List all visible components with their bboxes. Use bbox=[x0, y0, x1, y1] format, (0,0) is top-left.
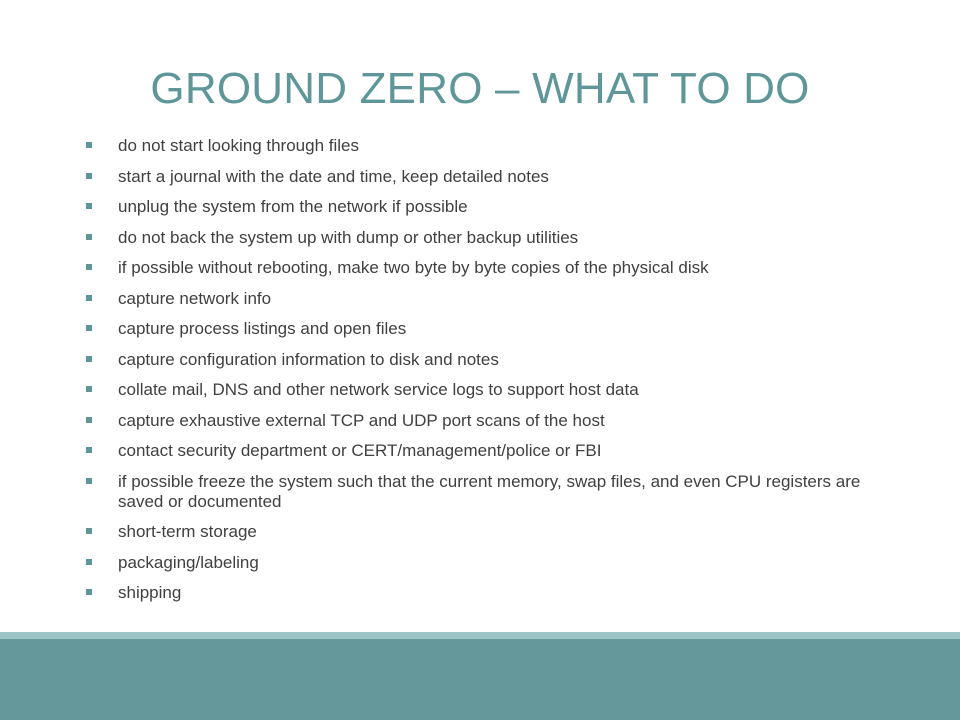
square-bullet-icon bbox=[86, 295, 92, 301]
square-bullet-icon bbox=[86, 325, 92, 331]
bullet-item bbox=[86, 472, 896, 512]
square-bullet-icon bbox=[86, 417, 92, 423]
bullet-item bbox=[86, 553, 896, 573]
square-bullet-icon bbox=[86, 447, 92, 453]
bullet-item bbox=[86, 258, 896, 278]
footer-band bbox=[0, 639, 960, 720]
square-bullet-icon bbox=[86, 386, 92, 392]
bullet-text: capture exhaustive external TCP and UDP port scans of the host bbox=[118, 410, 605, 430]
square-bullet-icon bbox=[86, 478, 92, 484]
bullet-item bbox=[86, 167, 896, 187]
bullet-text: do not start looking through files bbox=[118, 136, 359, 155]
bullet-text: do not back the system up with dump or other backup utilities bbox=[118, 227, 579, 247]
bullet-text: if possible without rebooting, make two byte by byte copies of the physical disk bbox=[118, 258, 709, 277]
square-bullet-icon bbox=[86, 234, 92, 240]
bullet-text: if possible freeze the system such that the current memory, swap files, and even CPU registers are saved or documented bbox=[118, 471, 861, 511]
bullet-list bbox=[86, 136, 896, 614]
bullet-item bbox=[86, 522, 896, 542]
bullet-text: start a journal with the date and time, keep detailed notes bbox=[118, 166, 549, 186]
square-bullet-icon bbox=[86, 528, 92, 534]
bullet-item bbox=[86, 136, 896, 156]
bullet-text: contact security department or CERT/management/police or FBI bbox=[118, 441, 602, 460]
bullet-item bbox=[86, 228, 896, 248]
bullet-item bbox=[86, 319, 896, 339]
bullet-text: capture network info bbox=[118, 288, 272, 308]
bullet-item bbox=[86, 380, 896, 400]
bullet-text: capture configuration information to disk and notes bbox=[118, 349, 499, 369]
slide-title: GROUND ZERO – WHAT TO DO bbox=[150, 64, 810, 113]
square-bullet-icon bbox=[86, 173, 92, 179]
bullet-item bbox=[86, 441, 896, 461]
square-bullet-icon bbox=[86, 142, 92, 148]
bullet-text: shipping bbox=[118, 583, 182, 602]
square-bullet-icon bbox=[86, 559, 92, 565]
bullet-item bbox=[86, 411, 896, 431]
footer-accent-stripe bbox=[0, 632, 960, 639]
bullet-item bbox=[86, 289, 896, 309]
bullet-item bbox=[86, 350, 896, 370]
square-bullet-icon bbox=[86, 356, 92, 362]
bullet-text: collate mail, DNS and other network service logs to support host data bbox=[118, 380, 639, 399]
square-bullet-icon bbox=[86, 589, 92, 595]
bullet-text: packaging/labeling bbox=[118, 552, 259, 572]
bullet-item bbox=[86, 583, 896, 603]
square-bullet-icon bbox=[86, 203, 92, 209]
bullet-item bbox=[86, 197, 896, 217]
bullet-text: unplug the system from the network if possible bbox=[118, 197, 468, 216]
square-bullet-icon bbox=[86, 264, 92, 270]
bullet-text: capture process listings and open files bbox=[118, 319, 407, 338]
bullet-text: short-term storage bbox=[118, 522, 257, 541]
